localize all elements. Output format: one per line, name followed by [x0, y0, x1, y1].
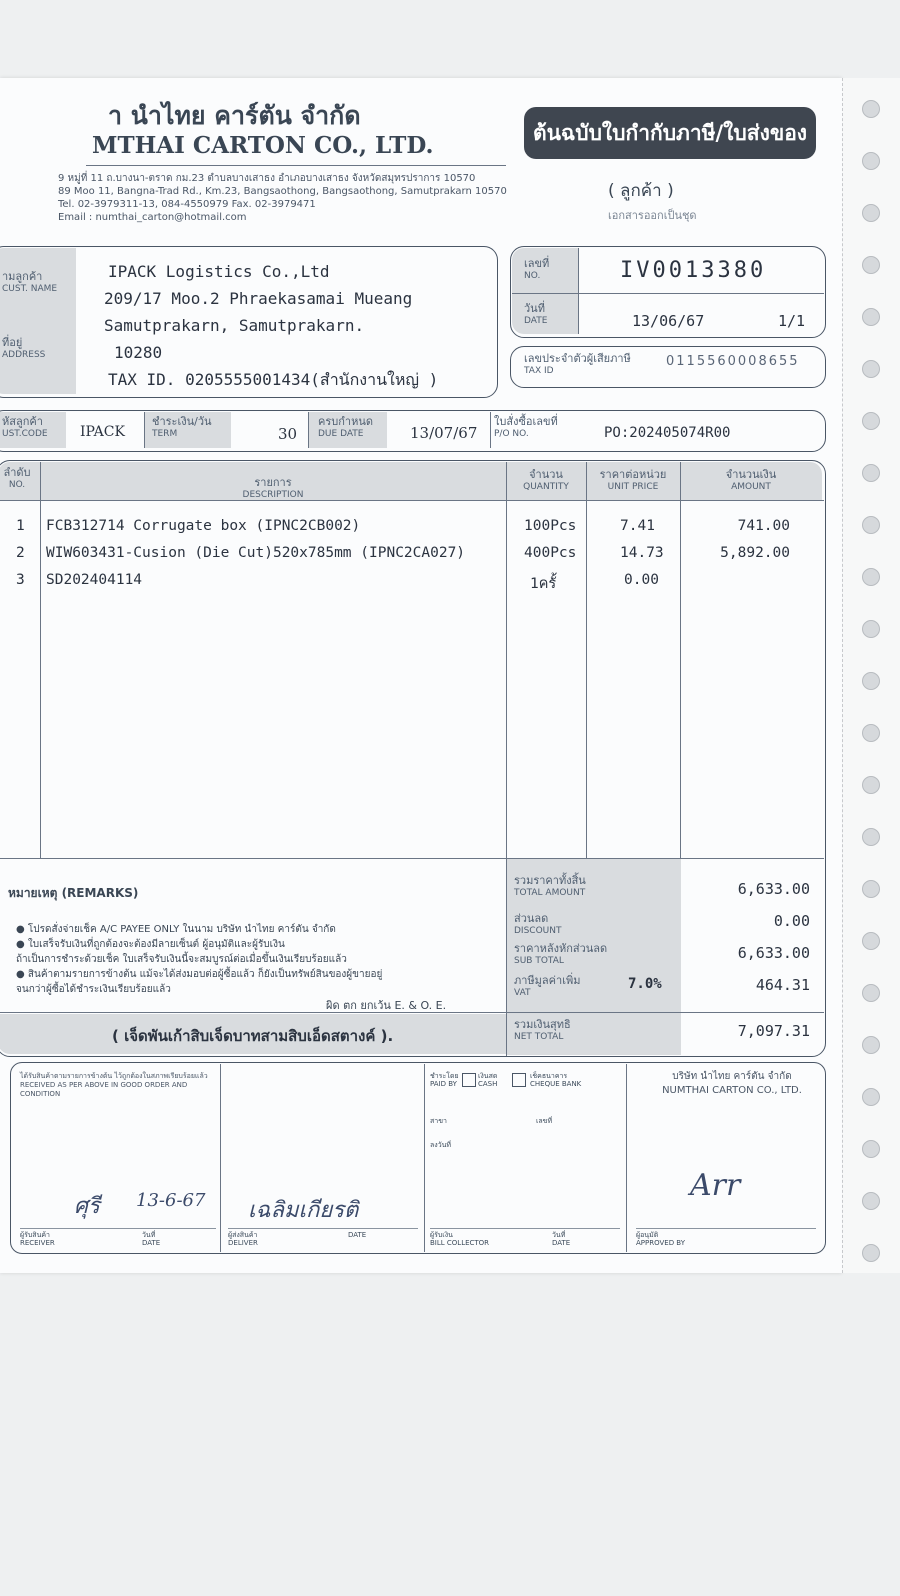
feed-hole [862, 1192, 880, 1210]
document-title: ต้นฉบับใบกำกับภาษี/ใบส่งของ [524, 107, 816, 159]
col-no-header: ลำดับ NO. [3, 466, 31, 490]
remark-item: ● ใบเสร็จรับเงินที่ถูกต้องจะต้องมีลายเซ็นต์ ผู้อนุมัติและผู้รับเงิน [16, 939, 285, 950]
company-name-english: MTHAI CARTON CO., LTD. [92, 132, 434, 159]
deliver-signature: เฉลิมเกียรติ [248, 1198, 359, 1223]
cash-label: เงินสด CASH [478, 1072, 498, 1088]
feed-hole [862, 1244, 880, 1262]
feed-hole [862, 828, 880, 846]
subtotal-amount: 6,633.00 [737, 944, 810, 962]
company-name-thai: า นำไทย คาร์ตัน จำกัด [108, 101, 361, 130]
vat-amount: 464.31 [755, 976, 810, 994]
col-qty-header: จำนวน QUANTITY [523, 468, 569, 492]
feed-hole [862, 984, 880, 1002]
cash-checkbox[interactable] [462, 1073, 476, 1087]
table-row: 2 WIW603431-Cusion (Die Cut)520x785mm (IPNC2CA027) 400Pcs 14.73 5,892.00 [16, 545, 790, 561]
feed-hole [862, 724, 880, 742]
receive-date-handwritten: 13-6-67 [136, 1190, 206, 1211]
page-number: 1/1 [778, 312, 806, 330]
receiver-signature: ศุรี [74, 1194, 100, 1219]
remarks-list [16, 922, 506, 997]
cheque-checkbox[interactable] [512, 1073, 526, 1087]
feed-hole [862, 776, 880, 794]
company-address: 9 หมู่ที่ 11 ถ.บางนา-ตราด กม.23 ตำบลบางเสาธง อำเภอบางเสาธง จังหวัดสมุทรปราการ 10570 89 Moo 11, Bangna-Trad Rd., Km.23, Bangsaothong, Bangsaothong, Samutprakarn 10570 Tel. 02-3979311-13, 084-4550979 Fax. 02-3979471 Email : numthai_carton@hotmail.com [58, 173, 507, 223]
copy-note: เอกสารออกเป็นชุด [608, 209, 697, 222]
feed-hole [862, 308, 880, 326]
taxid-label: เลขประจำตัวผู้เสียภาษี TAX ID [524, 352, 631, 376]
discount-label: ส่วนลด DISCOUNT [514, 912, 562, 936]
received-note: ได้รับสินค้าตามรายการข้างต้น ไว้ถูกต้องในสภาพเรียบร้อยแล้ว RECEIVED AS PER ABOVE IN GOOD ORDER AND CONDITION [20, 1072, 208, 1098]
collector-caption: ผู้รับเงิน BILL COLLECTOR [430, 1231, 490, 1247]
cust-name-label: ามลูกค้า CUST. NAME [2, 270, 58, 294]
total-label: รวมราคาทั้งสิ้น TOTAL AMOUNT [514, 874, 586, 898]
feed-hole [862, 1088, 880, 1106]
feed-hole [862, 932, 880, 950]
approver-company: บริษัท นำไทย คาร์ตัน จำกัด NUMTHAI CARTON CO., LTD. [662, 1071, 802, 1096]
cheque-no-label: เลขที่ [536, 1117, 553, 1125]
col-amount-header: จำนวนเงิน AMOUNT [725, 468, 777, 492]
vat-label: ภาษีมูลค่าเพิ่ม VAT [514, 974, 581, 998]
remark-item: ● สินค้าตามรายการข้างต้น แม้จะได้ส่งมอบต่อผู้ซื้อแล้ว ก็ยังเป็นทรัพย์สินของผู้ขายอยู่ [16, 969, 383, 980]
approver-signature: Arr [690, 1168, 741, 1203]
term-days: 30 [278, 425, 298, 443]
due-date: 13/07/67 [410, 424, 478, 442]
deliver-caption: ผู้ส่งสินค้า DELIVER [228, 1231, 258, 1247]
seller-taxid: 0115560008655 [666, 354, 800, 369]
due-date-label: ครบกำหนด DUE DATE [318, 415, 373, 439]
date-label: วันที่ DATE [524, 302, 548, 326]
remarks-title: หมายเหตุ (REMARKS) [8, 886, 139, 900]
copy-type: ( ลูกค้า ) [608, 181, 674, 201]
feed-hole [862, 568, 880, 586]
feed-hole [862, 516, 880, 534]
feed-hole [862, 1036, 880, 1054]
cust-code-label: หัสลูกค้า UST.CODE [2, 415, 48, 439]
deliver-date-caption: DATE [348, 1231, 367, 1239]
invoice-number: IV0013380 [620, 258, 767, 283]
branch-label: สาขา [430, 1117, 447, 1125]
col-desc-header: รายการ DESCRIPTION [242, 476, 304, 500]
remark-item: ถ้าเป็นการชำระด้วยเช็ค ใบเสร็จรับเงินนี้จะสมบูรณ์ต่อเมื่อขึ้นเงินเรียบร้อยแล้ว [16, 954, 347, 965]
po-number: PO:202405074R00 [604, 425, 731, 441]
feed-hole [862, 620, 880, 638]
customer-details: IPACK Logistics Co.,Ltd 209/17 Moo.2 Phraekasamai Mueang Samutprakarn, Samutprakarn. 10280 TAX ID. 0205555001434(สำนักงานใหญ่ ) [104, 262, 439, 389]
feed-hole [862, 204, 880, 222]
remark-item: ● โปรดสั่งจ่ายเช็ค A/C PAYEE ONLY ในนาม บริษัท นำไทย คาร์ตัน จำกัด [16, 924, 336, 935]
table-row: 1 FCB312714 Corrugate box (IPNC2CB002) 100Pcs 7.41 741.00 [16, 518, 790, 534]
receiver-caption: ผู้รับสินค้า RECEIVER [20, 1231, 55, 1247]
table-row: 3 SD202404114 1ครั้ 0.00 [16, 572, 659, 592]
net-label: รวมเงินสุทธิ NET TOTAL [514, 1018, 571, 1042]
feed-hole [862, 1140, 880, 1158]
eoe-note: ผิด ตก ยกเว้น E. & O. E. [326, 999, 447, 1012]
net-amount: 7,097.31 [737, 1022, 810, 1040]
vat-rate: 7.0% [628, 976, 662, 992]
feed-hole [862, 360, 880, 378]
subtotal-label: ราคาหลังหักส่วนลด SUB TOTAL [514, 942, 608, 966]
amount-in-words: ( เจ็ดพันเก้าสิบเจ็ดบาทสามสิบเอ็ดสตางค์ ). [112, 1027, 394, 1045]
cheque-label: เช็คธนาคาร CHEQUE BANK [530, 1072, 582, 1088]
feed-hole [862, 880, 880, 898]
remark-item: จนกว่าผู้ซื้อได้ชำระเงินเรียบร้อยแล้ว [16, 984, 171, 995]
receiver-date-caption: วันที่ DATE [142, 1231, 161, 1247]
dated-label: ลงวันที่ [430, 1141, 452, 1149]
approver-caption: ผู้อนุมัติ APPROVED BY [636, 1231, 686, 1247]
table-rows [0, 518, 824, 599]
discount-amount: 0.00 [773, 912, 810, 930]
po-label: ใบสั่งซื้อเลขที่ P/O NO. [494, 415, 558, 439]
total-amount: 6,633.00 [737, 880, 810, 898]
feed-hole [862, 672, 880, 690]
no-label: เลขที่ NO. [524, 257, 550, 281]
term-label: ชำระเงิน/วัน TERM [152, 415, 212, 439]
feed-hole [862, 412, 880, 430]
invoice-date: 13/06/67 [632, 312, 705, 330]
feed-hole [862, 464, 880, 482]
col-price-header: ราคาต่อหน่วย UNIT PRICE [599, 468, 667, 492]
paid-by-label: ชำระโดย PAID BY [430, 1072, 459, 1088]
feed-hole [862, 100, 880, 118]
header-rule [86, 165, 506, 166]
address-label: ที่อยู่ ADDRESS [2, 336, 46, 360]
feed-hole [862, 256, 880, 274]
feed-hole [862, 152, 880, 170]
collector-date-caption: วันที่ DATE [552, 1231, 571, 1247]
cust-code: IPACK [80, 424, 125, 440]
